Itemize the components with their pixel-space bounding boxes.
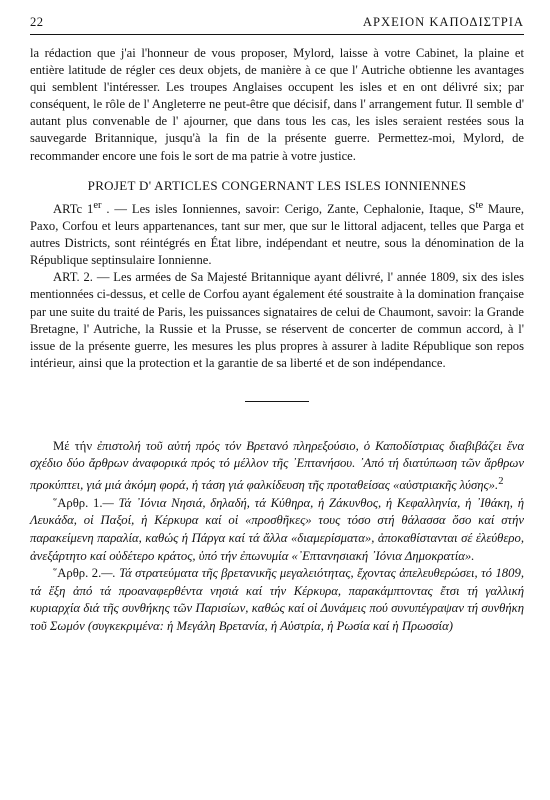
header-rule	[30, 34, 524, 35]
greek-intro-paragraph	[30, 438, 524, 495]
greek-article-1-text: — Τά ᾽Ιόνια Νησιά, δηλαδή, τά Κύθηρα, ἡ Ζάκυνθος, ἡ Κεφαλληνία, ἡ ᾽Ιθάκη, ἡ Λευκάδα, οἱ Παξοί, ἡ Κέρκυρα καί οἱ «προσθῆκες» τους τόσο στή θάλασσα ὅσο καί στήν παρακείμενη παραλία, καθώς ἡ Πάργα καί τά ἄλλα «διαμερίσματα», ἀποκαθίστανται σέ ἐλεύθερο, ἀνεξάρτητο καί οὐδέτερο κράτος, ὑπό τήν ἐπωνυμία «᾽Επτανησιακή ᾽Ιόνια Δημοκρατία».	[30, 495, 524, 563]
article-2-paragraph: ART. 2. — Les armées de Sa Majesté Britannique ayant délivré, l' année 1809, six des isles mentionnées ci-dessus, et celle de Corfou ayant également été soustraite à la domination française par une suite du traité de Paris, les puissances signataires de celui de Chaumont, savoir: la Grande Bretagne, l' Autriche, la Russie et la Prusse, se réservent de concerter de commun accord, à l' issue de la présente guerre, les mesures les plus propres à assurer à ladite République son repos intérieur, ainsi que la protection et la garantie de sa liberté et de son indépendance.	[30, 270, 524, 370]
greek-intro-italic: ἐπιστολή τοῦ αὐτή πρός τόν Βρετανό πληρεξούσιο, ὁ Καποδίστριας διαβιβάζει ἕνα σχέδιο δύο ἄρθρων ἀναφορικά πρός τό μέλλον τῆς ᾽Επτανήσου. ᾽Από τή διατύπωση τῶν ἄρθρων προκύπτει, γιά μιά ἀκόμη φορά, ἡ τάση γιά φαλκίδευση τῆς προταθείσας «αὐστριακῆς λύσης».	[30, 438, 524, 493]
page-header	[30, 14, 524, 32]
running-title: ΑΡΧΕΙΟΝ ΚΑΠΟΔΙΣΤΡΙΑ	[362, 15, 524, 29]
article-1-text-end: Maure, Paxo, Corfou et leurs appartenances, tant sur mer, que sur le littoral adjacent, telles que Parga et autres Districts, sont réintégrés en État libre, indépendant et neutre, sous la dénomination de la République septinsulaire Ionnienne.	[30, 201, 525, 268]
greek-intro-prefix: Μέ τήν	[53, 438, 98, 453]
article-1-label: ARTc 1	[53, 201, 94, 216]
section-divider	[245, 401, 309, 402]
article-1-paragraph	[30, 197, 524, 270]
greek-article-2-label: ῞Αρθρ. 2.	[53, 566, 102, 581]
greek-article-1-label: ῞Αρθρ. 1.	[53, 495, 103, 510]
page-number: 22	[30, 15, 44, 29]
greek-commentary	[30, 438, 524, 636]
article-1-text-start: . — Les isles Ionniennes, savoir: Cerigo, Zante, Cephalonie, Itaque, S	[101, 201, 476, 216]
letter-paragraph: la rédaction que j'ai l'honneur de vous proposer, Mylord, laisse à votre Cabinet, la plaine et entière latitude de régler ces deux objets, de manière à ce que l' Autriche obtienne les avantages qui semblent l'intéresser. Les troupes Anglaises occupent les isles et en ont délivré six; par conséquent, le rôle de l' Angleterre ne peut-être que décisif, dans l' arrangement futur. Il semble d' autant plus convenable de l' ajourner, que dans tous les cas, les isles seraient restées sous la sauvegarde Britannique, jusqu'à la fin de la présente guerre. Permettez-moi, Mylord, de recommander encore une fois le sort de ma patrie à votre justice.	[30, 46, 524, 163]
article-1-label-superscript: er	[93, 199, 102, 211]
greek-article-1	[30, 495, 524, 565]
greek-article-2	[30, 565, 524, 635]
footnote-mark: 2	[498, 476, 504, 488]
section-title: PROJET D' ARTICLES CONGERNANT LES ISLES IONNIENNES	[87, 177, 467, 193]
greek-article-2-text: —. Τά στρατεύματα τῆς βρετανικῆς μεγαλειότητας, ἔχοντας ἀπελευθερώσει, τό 1809, τά ἕξη ἀπό τά προαναφερθέντα νησιά καί τήν Κέρκυρα, παρακάμπτοντας ἔτσι τή γαλλική κυριαρχία διά τῆς συνθήκης τῶν Παρισίων, καθώς καί οἱ Δυνάμεις πού συνυπέγραψαν τή συνθήκη τοῦ Σωμόν (συγκεκριμένα: ἡ Μεγάλη Βρετανία, ἡ Αὐστρία, ἡ Ρωσία καί ἡ Πρωσσία)	[30, 566, 524, 634]
saint-superscript: te	[475, 199, 484, 211]
